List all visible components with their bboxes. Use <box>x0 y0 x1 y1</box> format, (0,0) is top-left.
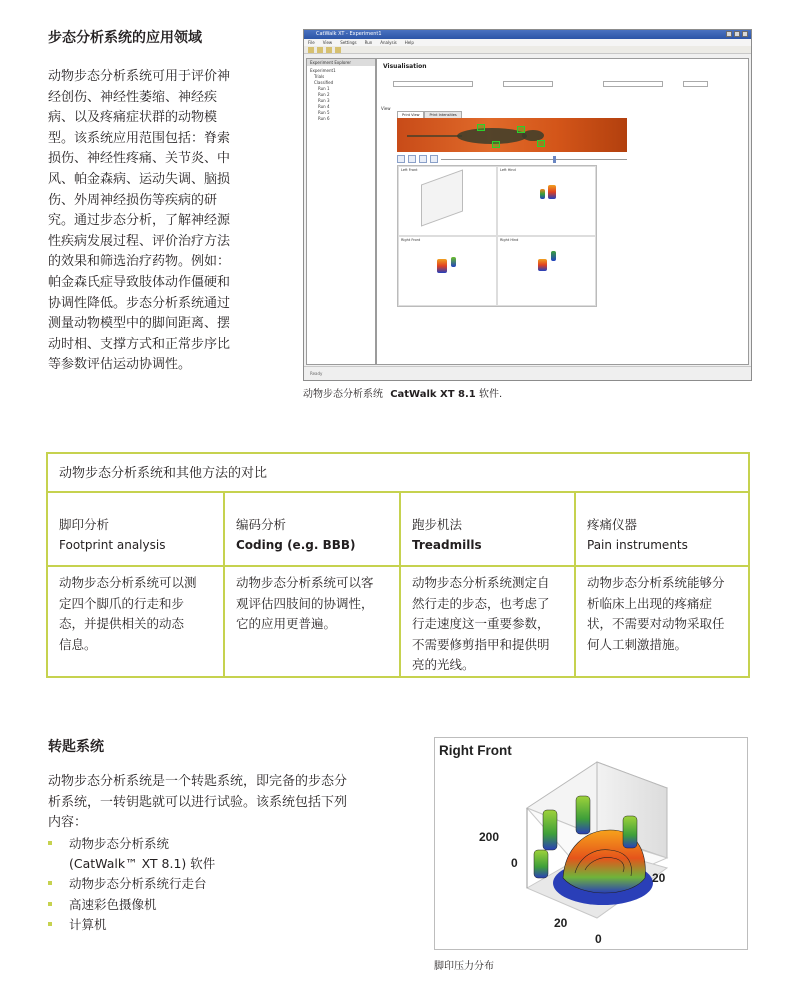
column-header-en: Treadmills <box>412 538 482 552</box>
folder-icon <box>308 47 314 53</box>
window-title: CatWalk XT - Experiment1 <box>316 31 382 37</box>
table-title: 动物步态分析系统和其他方法的对比 <box>48 454 748 493</box>
walkway-camera-image <box>397 118 627 152</box>
toe-peak <box>543 810 557 850</box>
component-list <box>48 834 215 935</box>
paragraph-line: 内容： <box>48 815 88 831</box>
cell-line: 状，不需要对动物采取任 <box>587 616 725 631</box>
cell-line: 析临床上出现的疼痛症 <box>587 595 713 611</box>
table-column <box>399 493 574 676</box>
paw-plot <box>497 166 596 236</box>
z-tick-zero: 0 <box>511 856 518 870</box>
pressure-plot <box>434 737 748 950</box>
plot-peak <box>451 257 456 267</box>
caption-prefix: 动物步态分析系统 <box>303 389 383 400</box>
menu-item: Settings <box>340 40 357 45</box>
run-fields <box>383 79 742 103</box>
settings-icon <box>335 47 341 53</box>
cell-line: 定四个脚爪的行走和步 <box>59 595 185 611</box>
paw-marker <box>537 140 545 147</box>
column-header-zh: 疼痛仪器 <box>587 517 638 532</box>
bullet-icon <box>48 881 52 885</box>
tab-print-view: Print View <box>397 111 424 119</box>
control-icon <box>408 155 416 163</box>
plot-peak <box>548 185 556 199</box>
tree-item: Run 1 <box>318 86 330 91</box>
plot-peak <box>551 251 556 261</box>
tree-item: Run 5 <box>318 110 330 115</box>
paragraph-line: 损伤、神经性疼痛、关节炎、中 <box>48 151 231 167</box>
paragraph-line: 动物步态分析系统是一个转匙系统，即完备的步态分 <box>48 774 348 789</box>
tree-item: Run 6 <box>318 116 330 121</box>
cell-line: 不需要修剪指甲和提供明 <box>412 636 550 652</box>
plot-title: Right Front <box>401 238 421 242</box>
window-titlebar <box>304 30 751 39</box>
paragraph-line: 等参数评估运动协调性。 <box>48 357 192 373</box>
y-tick-far: 20 <box>652 871 666 885</box>
tree-item: Run 3 <box>318 98 330 103</box>
minimize-icon <box>726 31 732 37</box>
column-header-zh: 编码分析 <box>236 517 287 532</box>
paragraph-line: 究。通过步态分析，了解神经源 <box>48 213 231 229</box>
cell-line: 动物步态分析系统能够分 <box>587 575 725 590</box>
paragraph-line: 经创伤、神经性萎缩、神经疾 <box>48 89 218 105</box>
save-icon <box>317 47 323 53</box>
paragraph-line: 型。该系统应用范围包括：脊索 <box>48 130 231 146</box>
caption-suffix: 软件. <box>475 389 503 400</box>
tree-item: Experiment1 <box>310 68 336 73</box>
table-column <box>223 493 399 676</box>
cell-line: 态，并提供相关的动态 <box>59 616 185 631</box>
toolbar <box>304 46 751 54</box>
visualisation-pane <box>376 58 749 365</box>
table-column <box>48 493 223 676</box>
status-bar: Ready <box>304 366 751 380</box>
field <box>393 81 473 87</box>
field <box>683 81 708 87</box>
cell-line: 信息。 <box>59 636 97 652</box>
section-heading-turnkey: 转匙系统 <box>48 739 104 755</box>
tree-item: Trials <box>314 74 325 79</box>
cell-line: 动物步态分析系统可以测 <box>59 575 197 590</box>
cell-line: 动物步态分析系统可以客 <box>236 575 374 590</box>
menu-item: File <box>308 40 315 45</box>
list-item <box>48 895 215 915</box>
list-item-text: (CatWalk™ XT 8.1) 软件 <box>69 856 216 872</box>
software-screenshot <box>303 29 752 381</box>
paragraph-line: 病、以及疼痛症状群的动物模 <box>48 110 218 126</box>
paragraph-line: 风、帕金森病、运动失调、脑损 <box>48 171 231 187</box>
menu-item: Help <box>404 40 414 45</box>
paragraph-line: 帕金森氏症导致肢体动作僵硬和 <box>48 274 231 290</box>
paragraph-line: 伤、外周神经损伤等疾病的研 <box>48 192 218 208</box>
field <box>503 81 553 87</box>
column-body <box>401 567 574 676</box>
column-header-en: Coding (e.g. BBB) <box>236 538 356 552</box>
column-header <box>225 493 399 567</box>
paw-marker <box>492 141 500 148</box>
screenshot-caption <box>303 385 502 400</box>
plot-caption: 脚印压力分布 <box>434 961 494 972</box>
tab-print-intensities: Print Intensities <box>424 111 461 119</box>
plot-box <box>421 169 463 226</box>
play-icon <box>326 47 332 53</box>
column-header <box>48 493 223 567</box>
turnkey-paragraph <box>48 772 388 834</box>
cell-line: 动物步态分析系统测定自 <box>412 575 550 590</box>
list-item <box>48 834 215 874</box>
column-header <box>401 493 574 567</box>
frame-slider <box>441 159 627 160</box>
cell-line: 何人工刺激措施。 <box>587 636 688 652</box>
paw-plots-grid <box>397 165 597 307</box>
control-icon <box>419 155 427 163</box>
paragraph-line: 动时相、支撑方式和正常步序比 <box>48 336 231 352</box>
paragraph-line: 析系统，一转钥匙就可以进行试验。该系统包括下列 <box>48 794 348 810</box>
list-item <box>48 915 215 935</box>
paragraph-line: 测量动物模型中的脚间距离、摆 <box>48 316 231 332</box>
experiment-tree <box>307 66 375 124</box>
cell-line: 行走速度这一重要参数， <box>412 616 550 631</box>
column-header-en: Pain instruments <box>587 538 688 552</box>
explorer-title: Experiment Explorer <box>307 59 375 66</box>
x-tick-zero: 0 <box>595 932 602 946</box>
paragraph-line: 性疾病发展过程、评价治疗方法 <box>48 233 231 249</box>
cell-line: 然行走的步态，也考虑了 <box>412 595 550 611</box>
tree-item: Run 2 <box>318 92 330 97</box>
plot-title: Right Hind <box>500 238 519 242</box>
list-item <box>48 874 215 894</box>
paragraph-line: 的效果和筛选治疗药物。例如： <box>48 254 231 270</box>
toe-peak <box>534 850 548 878</box>
column-header-zh: 脚印分析 <box>59 517 110 532</box>
menu-bar <box>304 39 751 46</box>
list-item-text: 计算机 <box>69 916 107 932</box>
list-item-text: 动物步态分析系统行走台 <box>69 876 207 892</box>
comparison-table <box>46 452 750 678</box>
plot-title: Left Front <box>401 168 418 172</box>
maximize-icon <box>734 31 740 37</box>
column-header-en: Footprint analysis <box>59 538 166 552</box>
playback-controls <box>397 155 627 163</box>
menu-item: View <box>322 40 333 45</box>
toe-peak <box>623 816 637 848</box>
menu-item: Analysis <box>380 40 397 45</box>
column-body <box>576 567 748 655</box>
section-heading-applications: 步态分析系统的应用领域 <box>48 30 202 46</box>
bullet-icon <box>48 922 52 926</box>
x-tick-near: 20 <box>554 916 568 930</box>
pane-title: Visualisation <box>383 63 427 70</box>
column-body <box>48 567 223 655</box>
plot-peak <box>538 259 547 271</box>
z-tick-top: 200 <box>479 830 500 844</box>
list-item-text: 动物步态分析系统 <box>69 836 170 851</box>
paragraph-line: 协调性降低。步态分析系统通过 <box>48 295 231 311</box>
bullet-icon <box>48 841 52 845</box>
bullet-icon <box>48 902 52 906</box>
paragraph-line: 动物步态分析系统可用于评价神 <box>48 69 231 84</box>
column-header-zh: 跑步机法 <box>412 517 463 532</box>
experiment-explorer <box>306 58 376 365</box>
control-icon <box>430 155 438 163</box>
plot-title: Right Front <box>439 743 512 758</box>
cell-line: 它的应用更普遍。 <box>236 616 337 631</box>
plot-peak <box>540 189 545 199</box>
plot-peak <box>437 259 447 273</box>
mouse-tail <box>407 135 462 137</box>
tree-item: Classified <box>314 80 334 85</box>
cell-line: 亮的光线。 <box>412 657 475 672</box>
plot-title: Left Hind <box>500 168 516 172</box>
list-item-text: 高速彩色摄像机 <box>69 896 157 912</box>
column-body <box>225 567 399 635</box>
paw-marker <box>517 126 525 133</box>
table-column <box>574 493 748 676</box>
paw-plot <box>398 236 497 306</box>
menu-item: Run <box>364 40 373 45</box>
caption-product: CatWalk XT 8.1 <box>390 389 476 400</box>
field <box>603 81 663 87</box>
paw-plot <box>497 236 596 306</box>
paw-plot <box>398 166 497 236</box>
cell-line: 观评估四肢间的协调性， <box>236 595 374 611</box>
applications-paragraph <box>48 67 293 376</box>
view-label: View <box>381 106 391 111</box>
paw-marker <box>477 124 485 131</box>
column-header <box>576 493 748 567</box>
close-icon <box>742 31 748 37</box>
control-icon <box>397 155 405 163</box>
toe-peak <box>576 796 590 834</box>
tree-item: Run 4 <box>318 104 330 109</box>
